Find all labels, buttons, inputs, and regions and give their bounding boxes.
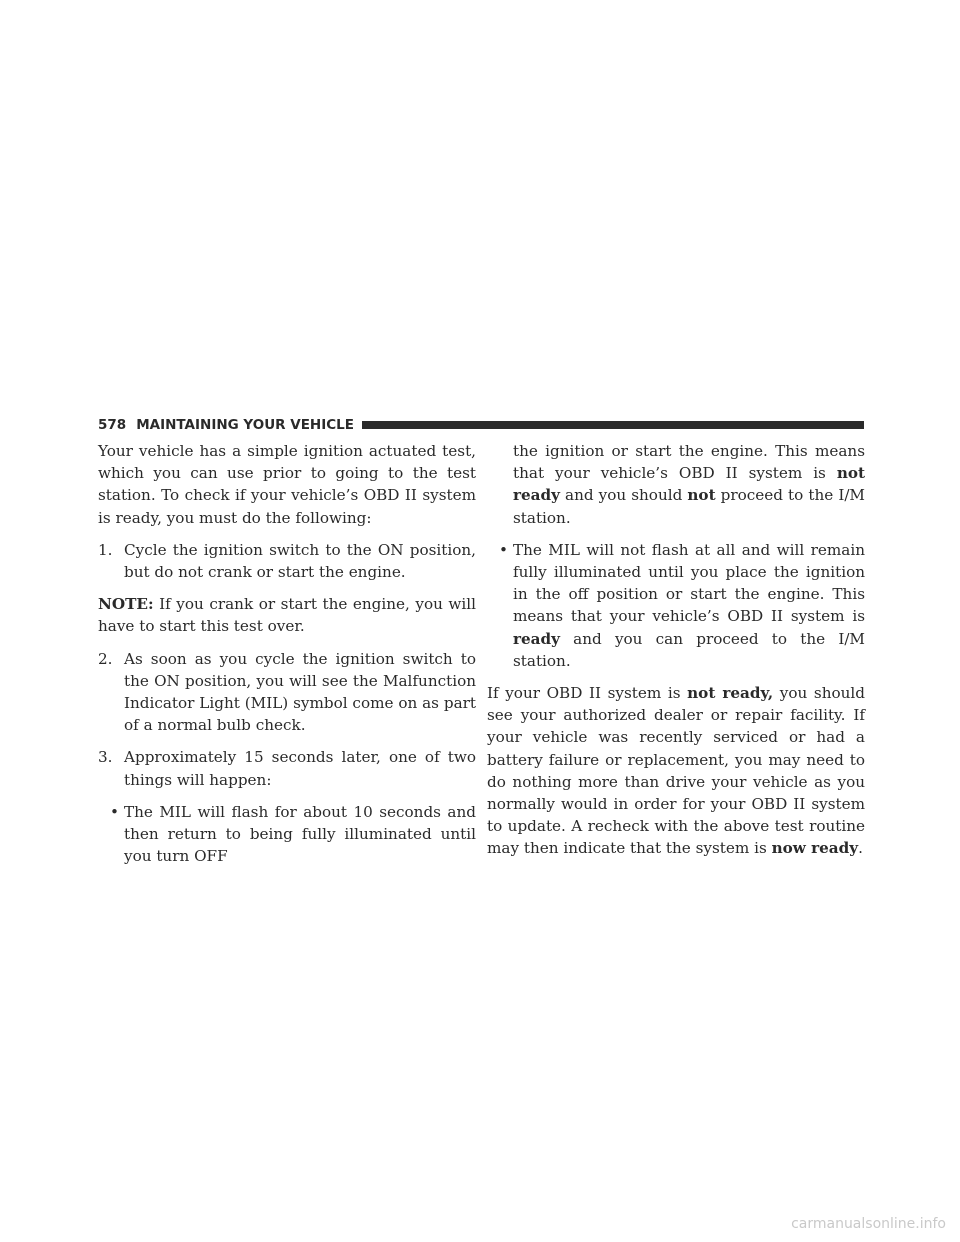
bullet-2-text-b: and you can proceed to the I/M station. [513,629,865,670]
note-paragraph [98,593,476,637]
step-1 [98,539,476,583]
header-rule [362,421,864,429]
closing-text-a: If your OBD II system is [487,684,688,703]
closing-now-ready: now ready [771,839,859,858]
closing-text-b: you should see your authorized dealer or repair facility. If your vehicle was recently serviced or had a battery failure or replacement, you may need to do nothing more than drive your vehicle as you normally would in order for your OBD II system to update. A recheck with the above test routine may then indicate that the system is [487,684,865,858]
step-2 [98,648,476,737]
bullet-2-marker: • [499,540,508,559]
left-column [98,440,476,867]
watermark: carmanualsonline.info [791,1216,946,1232]
note-label: NOTE: [98,595,154,614]
step-3-number: 3. [98,748,113,767]
note-text: If you crank or start the engine, you will have to start this test over. [98,595,476,636]
intro-paragraph: Your vehicle has a simple ignition actuated test, which you can use prior to going to the test station. To check if your vehicle’s OBD II system is ready, you must do the following: [98,442,476,527]
bullet-1-marker: • [110,802,119,821]
bullet-1-text: The MIL will flash for about 10 seconds and then return to being fully illuminated until you turn OFF [124,802,476,866]
bullet-1-cont-b: and you should [559,486,688,505]
bullet-2 [487,539,865,672]
bullet-1-not: not [687,486,716,505]
bullet-1 [98,801,476,868]
step-2-text: As soon as you cycle the ignition switch to the ON position, you will see the Malfunction Indicator Light (MIL) symbol come on as part of a normal bulb check. [124,649,476,735]
step-3 [98,746,476,790]
closing-not-ready: not ready, [687,684,774,703]
step-1-number: 1. [98,540,113,559]
bullet-1-cont-c: proceed to the I/M station. [513,486,865,527]
bullet-1-not-ready: not ready [513,464,865,505]
closing-paragraph [487,682,865,860]
bullet-2-ready: ready [513,629,560,648]
section-title: MAINTAINING YOUR VEHICLE [136,417,354,433]
bullet-2-text-a: The MIL will not flash at all and will remain fully illuminated until you place the ignition in the off position or start the engine. This means that your vehicle’s OBD II system is [513,540,865,626]
step-2-number: 2. [98,649,113,668]
closing-text-c: . [858,839,863,858]
right-column [487,440,865,870]
step-1-text: Cycle the ignition switch to the ON position, but do not crank or start the engine. [124,540,476,582]
page-header [98,414,864,436]
bullet-1-cont-a: the ignition or start the engine. This means that your vehicle’s OBD II system is [513,442,865,483]
page-number: 578 [98,417,127,433]
bullet-1-continued [487,440,865,529]
step-3-text: Approximately 15 seconds later, one of two things will happen: [124,748,476,789]
